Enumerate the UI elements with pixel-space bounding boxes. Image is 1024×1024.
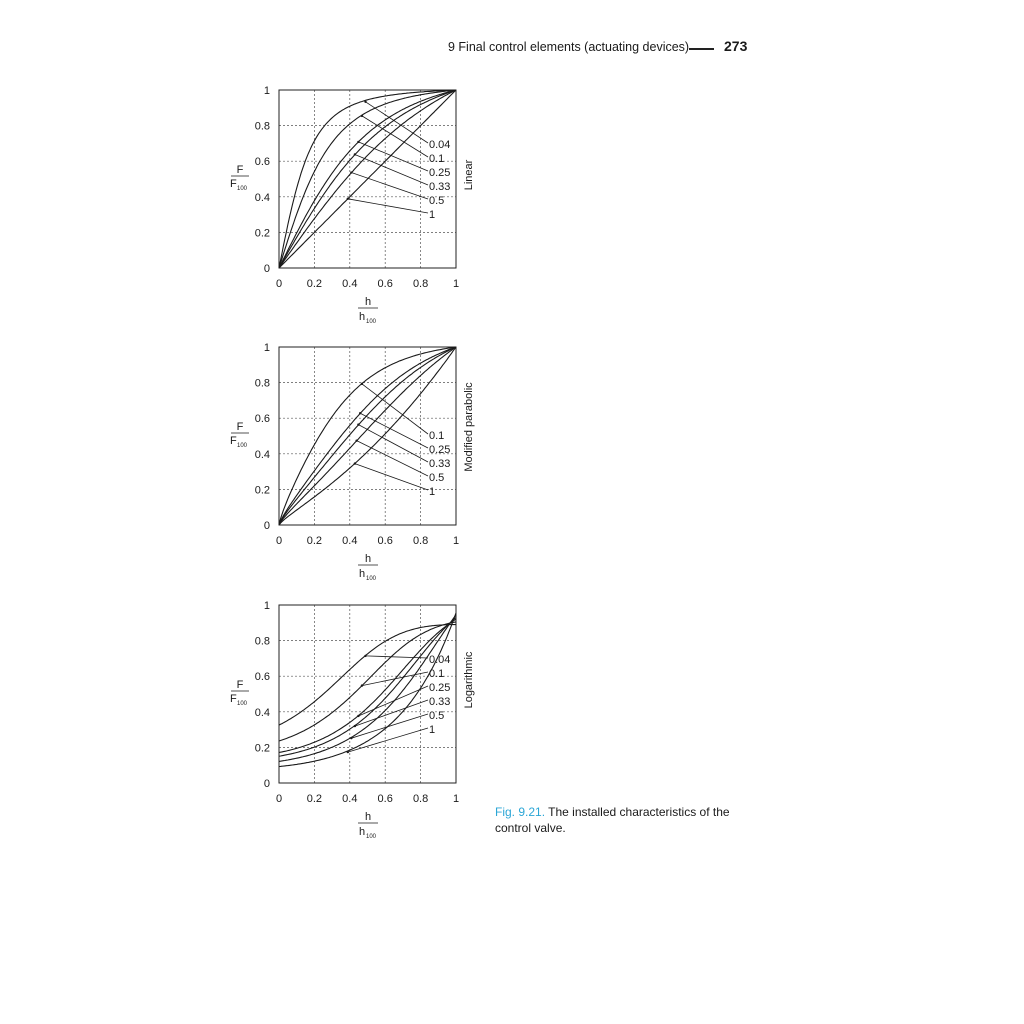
y-tick-label: 0.8 [254,120,270,133]
leader-line [358,686,428,716]
y-axis-numerator: F [236,679,244,691]
x-tick-label: 1 [452,793,460,805]
leader-line [351,714,428,738]
leader-line [357,441,428,476]
chart-title: Linear [463,159,475,191]
caption-text: The installed characteristics of the control valve. [495,805,730,835]
leader-line [366,656,429,658]
curve-label: 1 [429,724,436,736]
leader-arrowhead [354,462,356,464]
x-axis-subscript: 100 [366,576,377,582]
x-tick-label: 0.2 [306,278,323,290]
y-tick-label: 0.4 [254,448,270,461]
leader-line [348,199,428,213]
y-tick-label: 0.2 [254,742,270,755]
y-tick-label: 0 [263,520,270,532]
curve-label: 0.1 [429,153,445,165]
y-tick-label: 0.8 [254,377,270,390]
chart-title: Modified parabolic [463,382,475,472]
x-axis-numerator: h [364,811,372,823]
x-tick-label: 1 [452,535,460,547]
x-tick-label: 0.6 [377,535,393,547]
y-tick-label: 0.6 [254,671,270,684]
y-tick-label: 0.4 [254,706,270,719]
y-axis-denominator: F [230,693,237,705]
leader-arrowhead [357,141,359,143]
curve-label: 0.5 [429,710,445,722]
leader-line [355,464,428,490]
chart-modified-parabolic [220,337,490,587]
chart-logarithmic [220,595,490,845]
y-tick-label: 1 [263,85,270,97]
leader-arrowhead [354,725,356,727]
series-curve [279,90,456,268]
y-axis-subscript: 100 [237,443,248,449]
x-tick-label: 0.6 [377,793,393,805]
curve-label: 0.33 [429,458,451,470]
curve-label: 0.33 [429,181,451,193]
curve-label: 0.25 [429,444,451,456]
x-tick-label: 0 [275,278,283,290]
x-axis-denominator: h [359,568,366,580]
x-tick-label: 0.6 [377,278,393,290]
x-tick-label: 0.2 [306,535,323,547]
y-axis-denominator: F [230,178,237,190]
y-axis-subscript: 100 [237,701,248,707]
y-tick-label: 0 [263,778,270,790]
page-number: 273 [724,38,748,54]
y-axis-numerator: F [236,164,244,176]
figure-label: Fig. 9.21. [495,805,546,819]
x-tick-label: 0.4 [342,278,358,290]
chapter-title: 9 Final control elements (actuating devices) [448,40,690,54]
x-axis-numerator: h [364,296,372,308]
leader-arrowhead [359,412,361,414]
y-tick-label: 0.8 [254,635,270,648]
leader-arrowhead [355,439,357,441]
x-tick-label: 0.4 [342,535,358,547]
leader-line [366,102,429,143]
leader-arrowhead [364,101,366,103]
y-tick-label: 0.2 [254,227,270,240]
curve-label: 0.5 [429,195,445,207]
curve-label: 0.5 [429,472,445,484]
y-tick-label: 0.6 [254,413,270,426]
chart-linear [220,80,490,330]
leader-arrowhead [357,423,359,425]
figure-caption [495,804,745,836]
y-tick-label: 0.6 [254,156,270,169]
y-tick-label: 0 [263,263,270,275]
x-axis-subscript: 100 [366,319,377,325]
x-axis-denominator: h [359,311,366,323]
x-tick-label: 0 [275,793,283,805]
curve-label: 1 [429,209,436,221]
leader-line [351,173,428,199]
leader-arrowhead [350,737,352,739]
leader-arrowhead [364,655,366,657]
x-tick-label: 1 [452,278,460,290]
y-axis-denominator: F [230,435,237,447]
x-tick-label: 0.8 [412,278,429,290]
curve-label: 0.33 [429,696,451,708]
curve-label: 0.25 [429,167,451,179]
leader-arrowhead [361,383,363,385]
curve-label: 0.25 [429,682,451,694]
x-tick-label: 0 [275,535,283,547]
x-axis-subscript: 100 [366,834,377,840]
y-axis-numerator: F [236,421,244,433]
x-tick-label: 0.8 [412,535,429,547]
leader-arrowhead [361,684,363,686]
y-tick-label: 0.4 [254,191,270,204]
leader-arrowhead [354,153,356,155]
y-tick-label: 0.2 [254,484,270,497]
leader-arrowhead [357,715,359,717]
header-rule [689,48,714,50]
x-axis-numerator: h [364,553,372,565]
y-tick-label: 1 [263,600,270,612]
leader-arrowhead [347,198,349,200]
curve-label: 0.1 [429,668,445,680]
page-header [440,38,760,58]
x-axis-denominator: h [359,826,366,838]
leader-line [362,384,428,434]
curve-label: 0.04 [429,139,451,151]
chart-title: Logarithmic [463,651,475,709]
leader-line [362,672,428,686]
leader-arrowhead [350,171,352,173]
y-tick-label: 1 [263,342,270,354]
x-tick-label: 0.8 [412,793,429,805]
x-tick-label: 0.2 [306,793,323,805]
leader-line [358,142,428,171]
leader-arrowhead [347,751,349,753]
curve-label: 0.1 [429,430,445,442]
x-tick-label: 0.4 [342,793,358,805]
leader-arrowhead [361,115,363,117]
curve-label: 1 [429,486,436,498]
curve-label: 0.04 [429,654,451,666]
y-axis-subscript: 100 [237,186,248,192]
